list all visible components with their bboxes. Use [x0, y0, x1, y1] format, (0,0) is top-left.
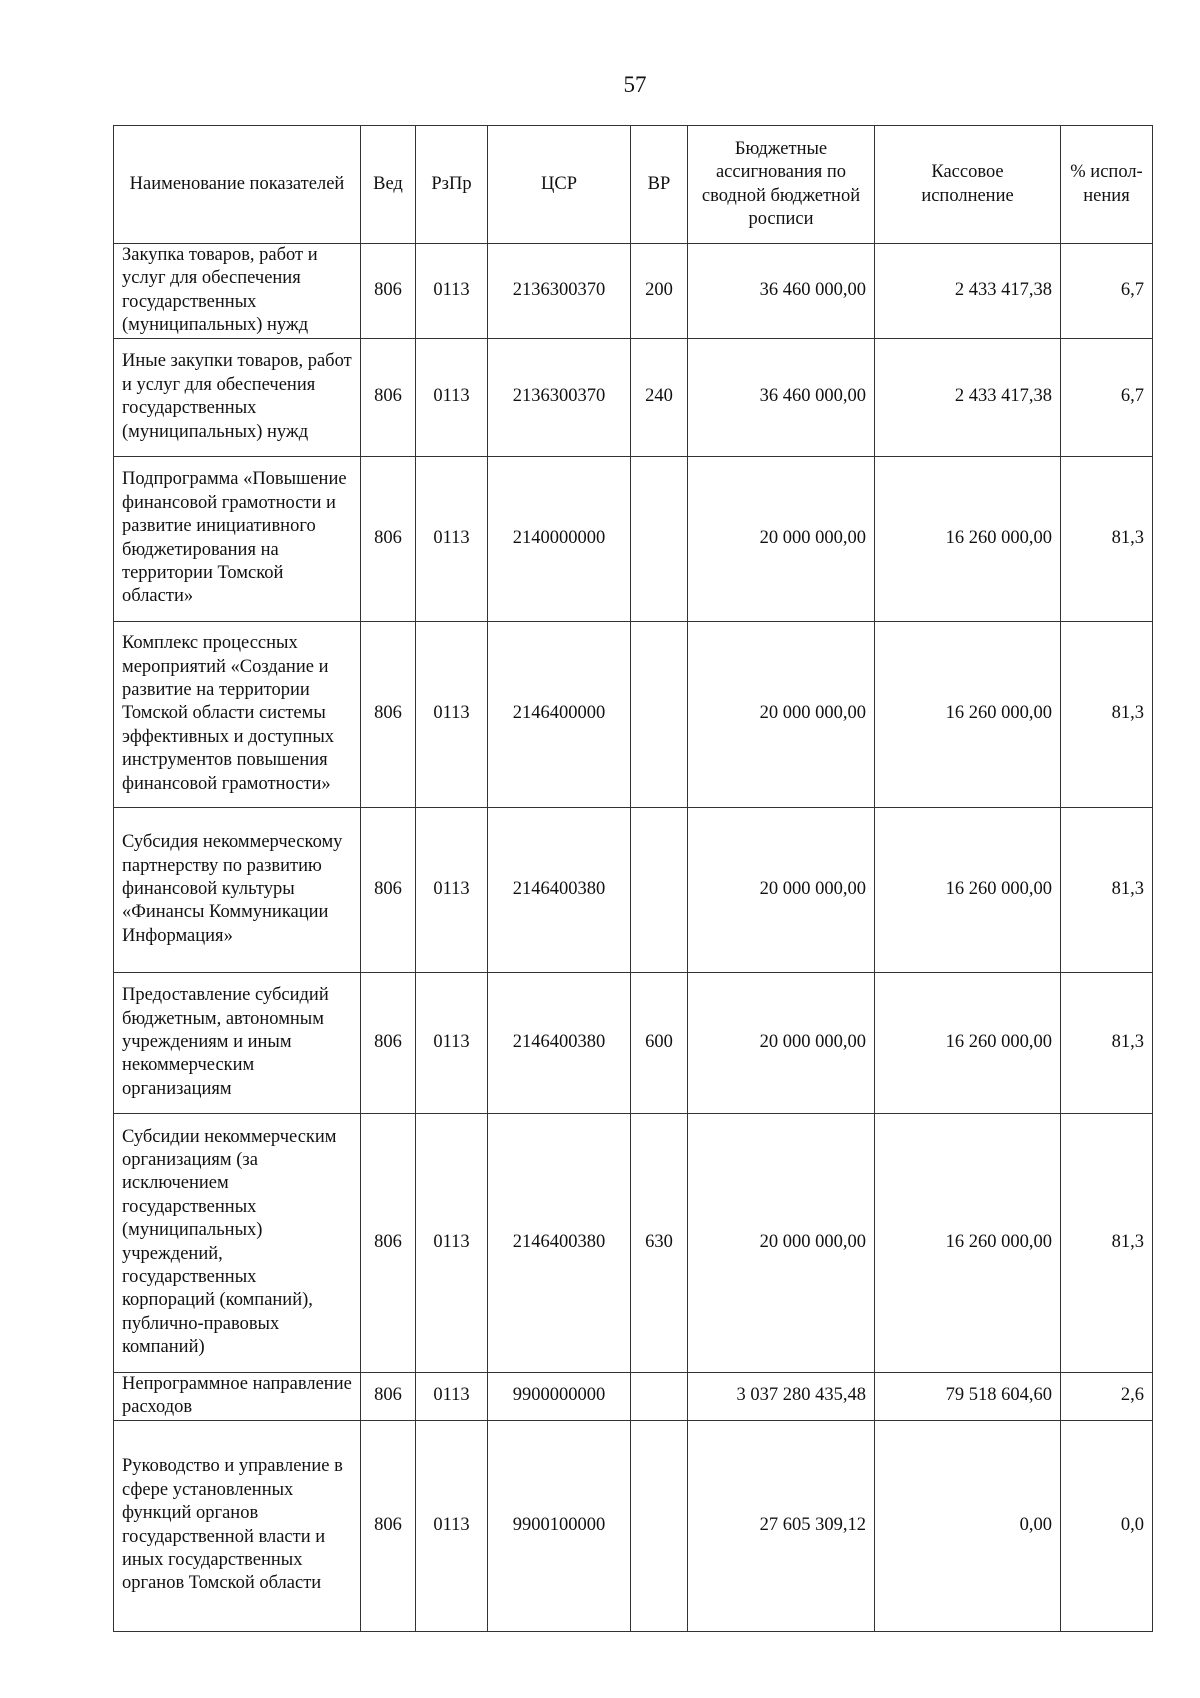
cell-percent: 6,7 [1061, 338, 1153, 456]
cell-name: Подпрограмма «Повышение финансовой грамотности и развитие инициативного бюджетирования на территории Томской области» [114, 456, 361, 621]
cell-vr: 200 [631, 244, 688, 339]
cell-budget: 3 037 280 435,48 [688, 1372, 875, 1420]
cell-ved: 806 [361, 244, 416, 339]
header-row [114, 126, 1153, 244]
cell-name: Комплекс процессных мероприятий «Создание и развитие на территории Томской области системы эффективных и доступных инструментов повышения финансовой грамотности» [114, 621, 361, 807]
cell-rzpr: 0113 [416, 456, 488, 621]
cell-percent: 2,6 [1061, 1372, 1153, 1420]
header-vr: ВР [631, 126, 688, 244]
table-row [114, 456, 1153, 621]
cell-cash: 16 260 000,00 [875, 1113, 1061, 1372]
table-row [114, 1113, 1153, 1372]
cell-name: Предоставление субсидий бюджетным, автономным учреждениям и иным некоммерческим организациям [114, 972, 361, 1113]
cell-cash: 16 260 000,00 [875, 621, 1061, 807]
header-name: Наименование показателей [114, 126, 361, 244]
cell-percent: 81,3 [1061, 456, 1153, 621]
table-row [114, 244, 1153, 339]
budget-execution-table [113, 125, 1153, 1632]
cell-vr: 240 [631, 338, 688, 456]
table-row [114, 1372, 1153, 1420]
cell-ved: 806 [361, 1420, 416, 1631]
cell-vr: 600 [631, 972, 688, 1113]
table-row [114, 1420, 1153, 1631]
cell-vr: 630 [631, 1113, 688, 1372]
cell-csr: 2146400380 [488, 1113, 631, 1372]
table-row [114, 621, 1153, 807]
cell-rzpr: 0113 [416, 1113, 488, 1372]
cell-percent: 81,3 [1061, 807, 1153, 972]
cell-vr [631, 621, 688, 807]
cell-budget: 20 000 000,00 [688, 456, 875, 621]
cell-ved: 806 [361, 456, 416, 621]
cell-cash: 16 260 000,00 [875, 456, 1061, 621]
cell-csr: 2146400380 [488, 807, 631, 972]
cell-rzpr: 0113 [416, 244, 488, 339]
cell-name: Субсидии некоммерческим организациям (за исключением государственных (муниципальных) учреждений, государственных корпораций (компаний), публично-правовых компаний) [114, 1113, 361, 1372]
cell-percent: 6,7 [1061, 244, 1153, 339]
cell-percent: 81,3 [1061, 1113, 1153, 1372]
cell-cash: 79 518 604,60 [875, 1372, 1061, 1420]
cell-budget: 20 000 000,00 [688, 972, 875, 1113]
cell-rzpr: 0113 [416, 807, 488, 972]
cell-cash: 2 433 417,38 [875, 244, 1061, 339]
cell-percent: 0,0 [1061, 1420, 1153, 1631]
cell-percent: 81,3 [1061, 621, 1153, 807]
cell-cash: 2 433 417,38 [875, 338, 1061, 456]
cell-rzpr: 0113 [416, 972, 488, 1113]
cell-csr: 9900000000 [488, 1372, 631, 1420]
cell-budget: 36 460 000,00 [688, 244, 875, 339]
table-row [114, 338, 1153, 456]
cell-csr: 2146400380 [488, 972, 631, 1113]
cell-rzpr: 0113 [416, 1372, 488, 1420]
cell-name: Непрограммное направление расходов [114, 1372, 361, 1420]
cell-rzpr: 0113 [416, 621, 488, 807]
cell-budget: 20 000 000,00 [688, 807, 875, 972]
header-csr: ЦСР [488, 126, 631, 244]
cell-ved: 806 [361, 1372, 416, 1420]
cell-csr: 2140000000 [488, 456, 631, 621]
cell-name: Субсидия некоммерческому партнерству по развитию финансовой культуры «Финансы Коммуникации Информация» [114, 807, 361, 972]
header-ved: Вед [361, 126, 416, 244]
cell-vr [631, 1420, 688, 1631]
cell-vr [631, 1372, 688, 1420]
cell-cash: 16 260 000,00 [875, 972, 1061, 1113]
page-number: 57 [623, 72, 647, 97]
header-budget: Бюджетные ассигнования по сводной бюджетной росписи [688, 126, 875, 244]
cell-ved: 806 [361, 1113, 416, 1372]
cell-rzpr: 0113 [416, 1420, 488, 1631]
cell-rzpr: 0113 [416, 338, 488, 456]
header-cash: Кассовое исполнение [875, 126, 1061, 244]
table-row [114, 972, 1153, 1113]
cell-csr: 2146400000 [488, 621, 631, 807]
cell-ved: 806 [361, 972, 416, 1113]
cell-csr: 9900100000 [488, 1420, 631, 1631]
cell-budget: 27 605 309,12 [688, 1420, 875, 1631]
cell-csr: 2136300370 [488, 244, 631, 339]
cell-vr [631, 807, 688, 972]
cell-budget: 20 000 000,00 [688, 1113, 875, 1372]
table-header [114, 126, 1153, 244]
header-rzpr: РзПр [416, 126, 488, 244]
cell-percent: 81,3 [1061, 972, 1153, 1113]
cell-budget: 20 000 000,00 [688, 621, 875, 807]
cell-ved: 806 [361, 621, 416, 807]
cell-cash: 16 260 000,00 [875, 807, 1061, 972]
cell-budget: 36 460 000,00 [688, 338, 875, 456]
cell-csr: 2136300370 [488, 338, 631, 456]
cell-name: Закупка товаров, работ и услуг для обеспечения государственных (муниципальных) нужд [114, 244, 361, 339]
cell-name: Иные закупки товаров, работ и услуг для обеспечения государственных (муниципальных) нужд [114, 338, 361, 456]
cell-ved: 806 [361, 338, 416, 456]
table-body [114, 244, 1153, 1632]
table-row [114, 807, 1153, 972]
header-percent: % испол-нения [1061, 126, 1153, 244]
cell-cash: 0,00 [875, 1420, 1061, 1631]
cell-vr [631, 456, 688, 621]
cell-name: Руководство и управление в сфере установленных функций органов государственной власти и иных государственных органов Томской области [114, 1420, 361, 1631]
cell-ved: 806 [361, 807, 416, 972]
